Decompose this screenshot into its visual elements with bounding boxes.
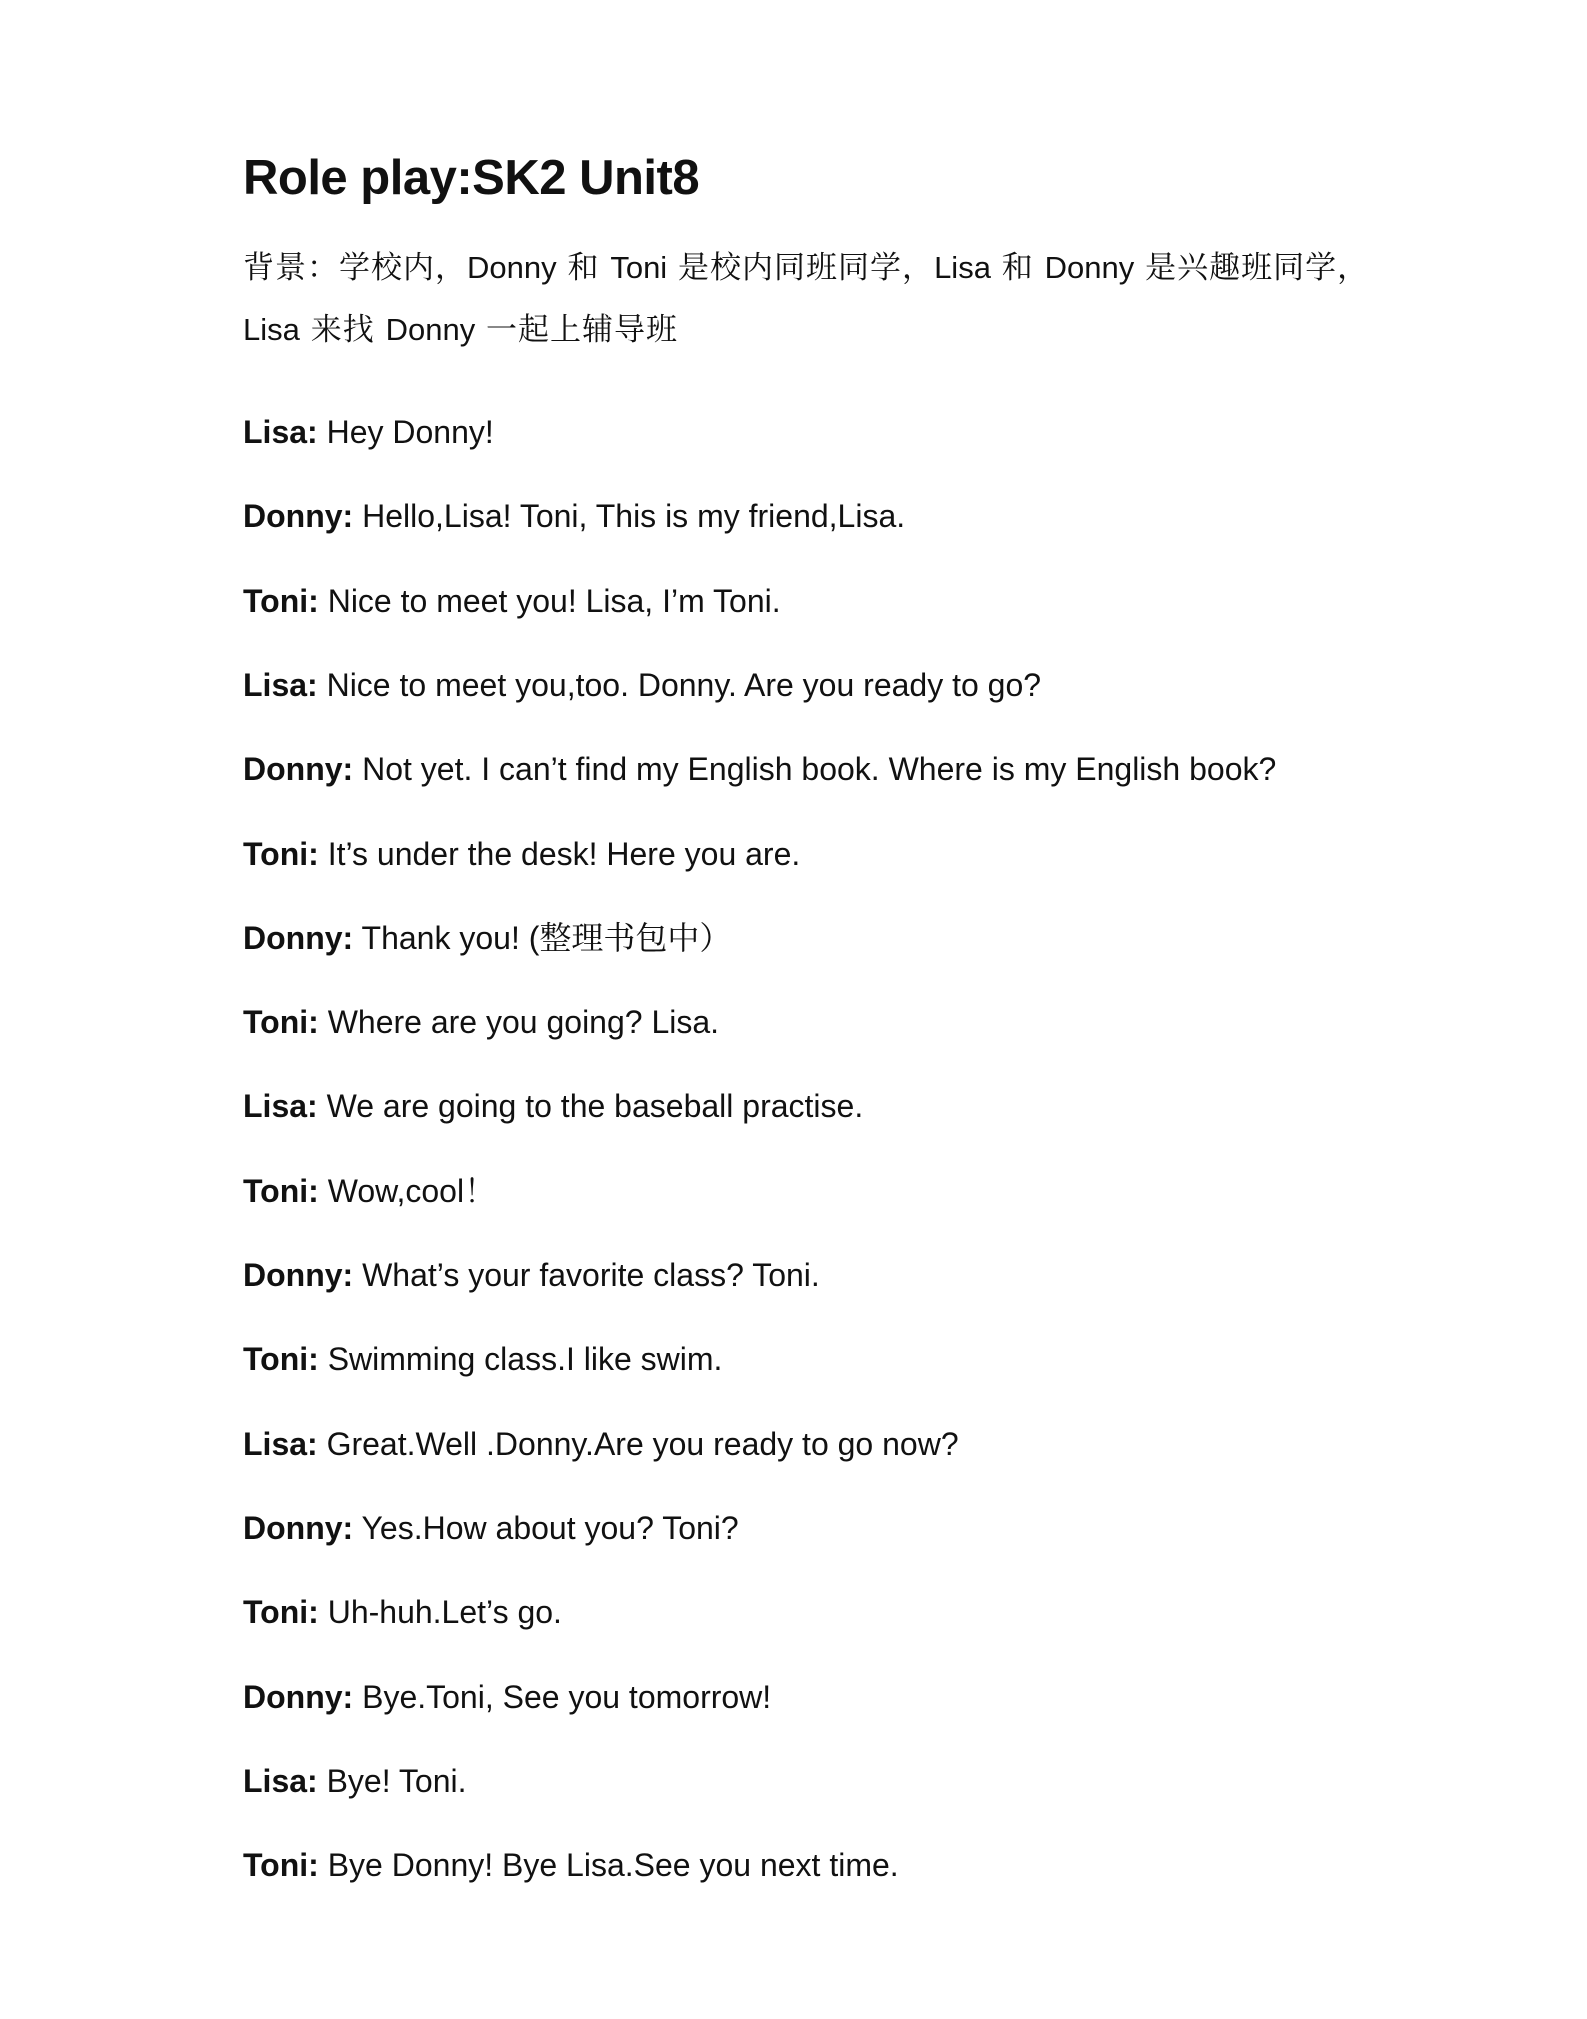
speaker-name: Donny: [243, 1509, 354, 1546]
speaker-name: Toni: [243, 1172, 319, 1209]
background-paragraph [243, 237, 1383, 361]
background-text-segment: Donny [467, 250, 557, 285]
speaker-name: Lisa: [243, 1425, 318, 1462]
dialogue-line [243, 1253, 820, 1297]
dialogue-line [243, 579, 781, 623]
dialogue-text: Thank you! (整理书包中） [353, 919, 732, 956]
background-text-segment: 一起上辅导班 [475, 312, 679, 348]
speaker-name: Toni: [243, 835, 319, 872]
dialogue-line [243, 747, 1276, 791]
dialogue-text: We are going to the baseball practise. [317, 1088, 864, 1125]
dialogue-line [243, 1843, 899, 1887]
dialogue-line [243, 1169, 496, 1213]
speaker-name: Donny: [243, 919, 354, 956]
dialogue-text: Yes.How about you? Toni? [353, 1509, 739, 1546]
dialogue-line [243, 1422, 959, 1466]
dialogue-text: Nice to meet you,too. Donny. Are you ready to go? [317, 666, 1042, 703]
background-text-segment: Toni [610, 250, 668, 285]
dialogue-line [243, 1337, 722, 1381]
dialogue-line [243, 916, 731, 960]
dialogue-line [243, 1000, 719, 1044]
background-text-segment: Donny [1044, 250, 1135, 285]
dialogue-text: Where are you going? Lisa. [318, 1004, 720, 1041]
dialogue-line [243, 663, 1041, 707]
background-text-segment: 是兴趣班同学， [1134, 250, 1370, 286]
dialogue-text: Hey Donny! [317, 414, 494, 450]
dialogue-line [243, 1759, 467, 1803]
speaker-name: Lisa: [243, 1088, 318, 1125]
speaker-name: Toni: [243, 1847, 319, 1884]
speaker-name: Toni: [243, 1004, 319, 1041]
background-text-segment: 是校内同班同学， [667, 250, 935, 286]
speaker-name: Lisa: [243, 414, 318, 450]
dialogue-text: Uh-huh.Let’s go. [318, 1594, 562, 1631]
speaker-name: Donny: [243, 751, 354, 788]
speaker-name: Donny: [243, 1678, 354, 1715]
speaker-name: Donny: [243, 498, 354, 535]
dialogue-text: Great.Well .Donny.Are you ready to go now? [317, 1425, 959, 1462]
speaker-name: Toni: [243, 1594, 319, 1631]
background-text-segment: Lisa [934, 250, 991, 285]
dialogue-line [243, 410, 494, 454]
background-text-segment: 和 [556, 250, 611, 286]
dialogue-line [243, 1675, 771, 1719]
dialogue-text: Wow,cool！ [318, 1172, 497, 1209]
dialogue-text: Swimming class.I like swim. [318, 1341, 723, 1378]
speaker-name: Toni: [243, 582, 319, 619]
dialogue-text: Nice to meet you! Lisa, I’m Toni. [318, 582, 781, 619]
dialogue-line [243, 1506, 739, 1550]
background-text-segment: 来找 [299, 312, 386, 348]
background-text-segment: Donny [385, 312, 476, 347]
speaker-name: Donny: [243, 1257, 354, 1293]
dialogue-line [243, 1590, 562, 1634]
background-text-segment: Lisa [243, 312, 300, 347]
dialogue-text: Bye! Toni. [317, 1762, 467, 1799]
background-text-segment: 背景：学校内， [243, 250, 467, 286]
dialogue-text: Not yet. I can’t find my English book. Where is my English book? [353, 751, 1277, 788]
background-text-segment: 和 [990, 250, 1045, 286]
dialogue-line [243, 494, 905, 538]
speaker-name: Lisa: [243, 1762, 318, 1799]
speaker-name: Lisa: [243, 666, 318, 703]
dialogue-text: What’s your favorite class? Toni. [353, 1257, 820, 1293]
dialogue-text: Hello,Lisa! Toni, This is my friend,Lisa. [353, 498, 906, 535]
dialogue-text: Bye.Toni, See you tomorrow! [353, 1678, 772, 1715]
document-title: Role play:SK2 Unit8 [243, 151, 700, 205]
dialogue-line [243, 832, 800, 876]
speaker-name: Toni: [243, 1341, 319, 1378]
dialogue-text: It’s under the desk! Here you are. [318, 835, 801, 872]
dialogue-line [243, 1084, 863, 1128]
dialogue-text: Bye Donny! Bye Lisa.See you next time. [318, 1847, 899, 1884]
